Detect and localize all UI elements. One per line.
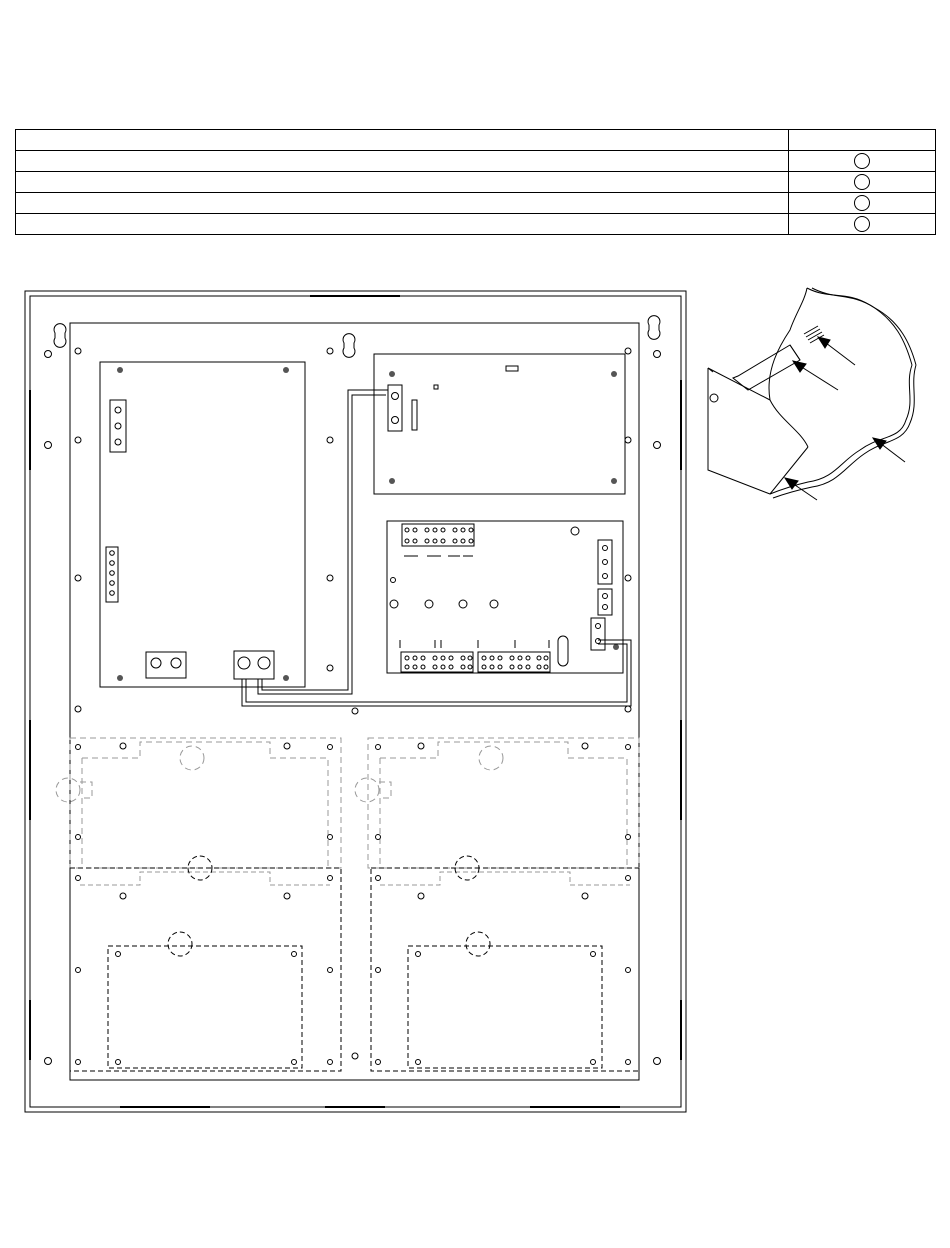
control-board [374,354,625,494]
distribution-board [387,521,623,673]
standoff-detail [708,288,916,500]
power-supply-board [100,362,305,687]
battery-outline-upper-left [56,738,341,868]
battery-outline-upper-right [355,738,639,868]
keyhole-icon [54,316,660,358]
battery-outline-lower-right [371,856,639,1071]
battery-hole-icon [76,743,631,1065]
battery-outline-lower-left [70,856,341,1071]
